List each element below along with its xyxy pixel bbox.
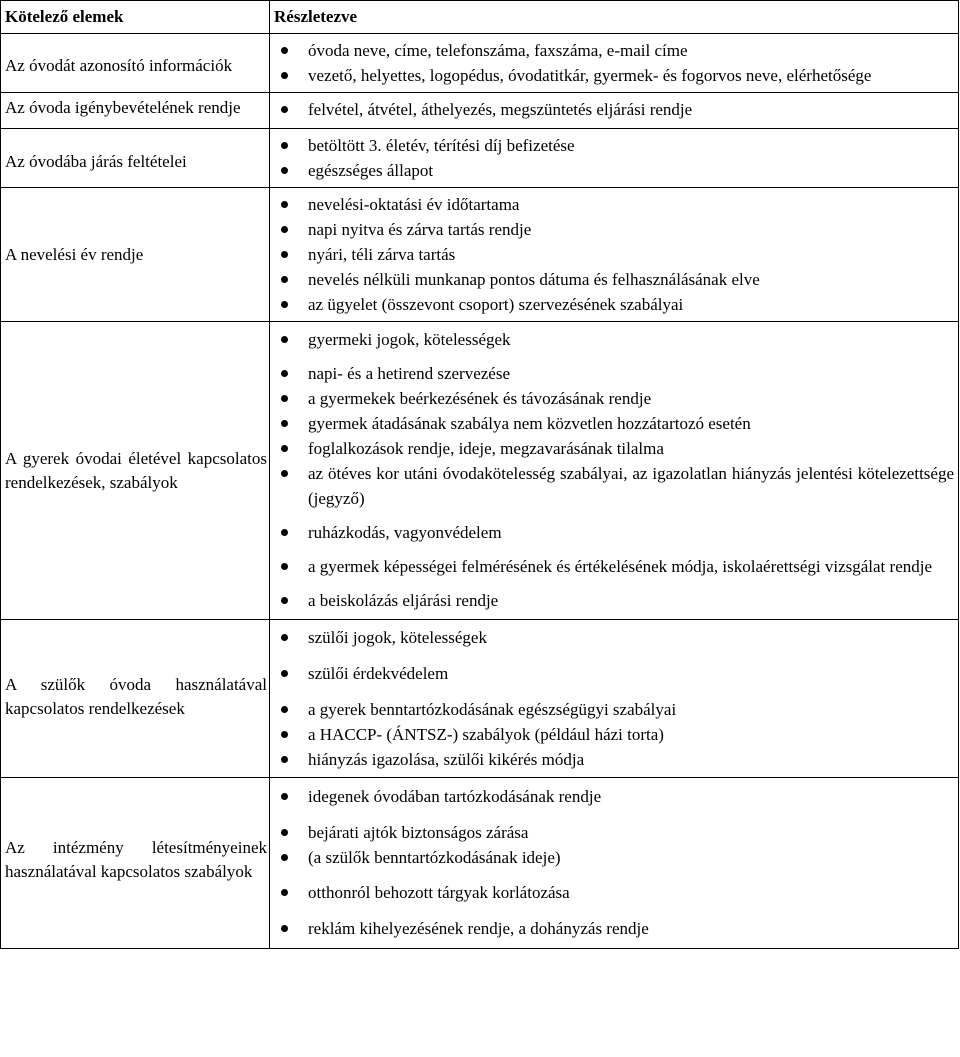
requirement-details xyxy=(270,322,959,620)
bullet-icon xyxy=(281,301,288,308)
detail-item xyxy=(274,697,954,722)
detail-item xyxy=(274,38,954,63)
detail-text: egészséges állapot xyxy=(308,161,434,180)
bullet-icon xyxy=(281,731,288,738)
table-row xyxy=(1,620,959,778)
detail-text: az ötéves kor utáni óvodakötelesség szabályai, az igazolatlan hiányzás jelentési kötelezettsége (jegyző) xyxy=(308,464,954,508)
bullet-icon xyxy=(281,47,288,54)
bullet-icon xyxy=(281,470,288,477)
requirement-label: A gyerek óvodai életével kapcsolatos rendelkezések, szabályok xyxy=(1,322,270,620)
bullet-icon xyxy=(281,395,288,402)
detail-text: felvétel, átvétel, áthelyezés, megszüntetés eljárási rendje xyxy=(308,100,693,119)
detail-item xyxy=(274,554,954,579)
bullet-icon xyxy=(281,106,288,113)
detail-text: foglalkozások rendje, ideje, megzavarásának tilalma xyxy=(308,439,664,458)
detail-item xyxy=(274,588,954,613)
bullet-icon xyxy=(281,226,288,233)
detail-item xyxy=(274,242,954,267)
bullet-icon xyxy=(281,829,288,836)
bullet-icon xyxy=(281,336,288,343)
detail-text: vezető, helyettes, logopédus, óvodatitkár, gyermek- és fogorvos neve, elérhetősége xyxy=(308,66,872,85)
detail-text: az ügyelet (összevont csoport) szervezésének szabályai xyxy=(308,295,684,314)
detail-list xyxy=(274,697,954,772)
detail-text: napi nyitva és zárva tartás rendje xyxy=(308,220,532,239)
detail-text: szülői jogok, kötelességek xyxy=(308,628,487,647)
bullet-icon xyxy=(281,201,288,208)
detail-item xyxy=(274,267,954,292)
table-row xyxy=(1,188,959,322)
detail-item xyxy=(274,722,954,747)
bullet-icon xyxy=(281,276,288,283)
table-row xyxy=(1,129,959,188)
detail-list xyxy=(274,820,954,870)
detail-item xyxy=(274,411,954,436)
detail-item xyxy=(274,747,954,772)
detail-text: szülői érdekvédelem xyxy=(308,664,449,683)
detail-list xyxy=(274,361,954,511)
detail-item xyxy=(274,820,954,845)
table-row xyxy=(1,34,959,93)
requirement-label: A nevelési év rendje xyxy=(1,188,270,322)
requirement-label: A szülők óvoda használatával kapcsolatos rendelkezések xyxy=(1,620,270,778)
requirement-label: Az óvodát azonosító információk xyxy=(1,34,270,93)
detail-text: a beiskolázás eljárási rendje xyxy=(308,591,499,610)
detail-text: nevelési-oktatási év időtartama xyxy=(308,195,520,214)
detail-list xyxy=(274,327,954,352)
detail-list xyxy=(274,133,954,183)
detail-item xyxy=(274,327,954,352)
detail-text: gyermek átadásának szabálya nem közvetlen hozzátartozó esetén xyxy=(308,414,751,433)
detail-text: otthonról behozott tárgyak korlátozása xyxy=(308,883,570,902)
detail-list xyxy=(274,520,954,545)
requirement-details xyxy=(270,188,959,322)
detail-text: reklám kihelyezésének rendje, a dohányzás rendje xyxy=(308,919,649,938)
bullet-icon xyxy=(281,370,288,377)
detail-text: a gyermek képességei felmérésének és értékelésének módja, iskolaérettségi vizsgálat rendje xyxy=(308,557,933,576)
detail-text: a gyerek benntartózkodásának egészségügyi szabályai xyxy=(308,700,677,719)
detail-item xyxy=(274,292,954,317)
detail-item xyxy=(274,133,954,158)
requirement-details xyxy=(270,34,959,93)
header-details: Részletezve xyxy=(270,1,959,34)
table-body xyxy=(1,34,959,949)
bullet-icon xyxy=(281,925,288,932)
detail-item xyxy=(274,784,954,809)
bullet-icon xyxy=(281,251,288,258)
detail-item xyxy=(274,661,954,686)
detail-list xyxy=(274,588,954,613)
bullet-icon xyxy=(281,529,288,536)
detail-item xyxy=(274,386,954,411)
bullet-icon xyxy=(281,889,288,896)
bullet-icon xyxy=(281,167,288,174)
detail-list xyxy=(274,192,954,317)
detail-text: bejárati ajtók biztonságos zárása xyxy=(308,823,529,842)
detail-list xyxy=(274,38,954,88)
detail-item xyxy=(274,192,954,217)
detail-item xyxy=(274,461,954,511)
detail-text: idegenek óvodában tartózkodásának rendje xyxy=(308,787,602,806)
detail-item xyxy=(274,916,954,941)
detail-text: napi- és a hetirend szervezése xyxy=(308,364,510,383)
bullet-icon xyxy=(281,793,288,800)
detail-text: gyermeki jogok, kötelességek xyxy=(308,330,511,349)
requirement-label: Az óvodába járás feltételei xyxy=(1,129,270,188)
detail-list xyxy=(274,97,954,122)
table-header-row xyxy=(1,1,959,34)
table-row xyxy=(1,778,959,949)
detail-text: óvoda neve, címe, telefonszáma, faxszáma, e-mail címe xyxy=(308,41,688,60)
detail-text: (a szülők benntartózkodásának ideje) xyxy=(308,848,561,867)
detail-item xyxy=(274,520,954,545)
requirement-label: Az intézmény létesítményeinek használatával kapcsolatos szabályok xyxy=(1,778,270,949)
bullet-icon xyxy=(281,597,288,604)
detail-text: nevelés nélküli munkanap pontos dátuma és felhasználásának elve xyxy=(308,270,760,289)
detail-list xyxy=(274,661,954,686)
detail-item xyxy=(274,361,954,386)
requirement-details xyxy=(270,778,959,949)
bullet-icon xyxy=(281,420,288,427)
bullet-icon xyxy=(281,670,288,677)
detail-list xyxy=(274,916,954,941)
bullet-icon xyxy=(281,854,288,861)
detail-list xyxy=(274,554,954,579)
detail-item xyxy=(274,158,954,183)
requirement-label: Az óvoda igénybevételének rendje xyxy=(1,93,270,129)
detail-item xyxy=(274,625,954,650)
detail-text: a HACCP- (ÁNTSZ-) szabályok (például házi torta) xyxy=(308,725,664,744)
detail-list xyxy=(274,784,954,809)
detail-text: ruházkodás, vagyonvédelem xyxy=(308,523,502,542)
bullet-icon xyxy=(281,563,288,570)
detail-item xyxy=(274,63,954,88)
bullet-icon xyxy=(281,142,288,149)
bullet-icon xyxy=(281,706,288,713)
requirement-details xyxy=(270,620,959,778)
detail-text: hiányzás igazolása, szülői kikérés módja xyxy=(308,750,585,769)
table-row xyxy=(1,322,959,620)
detail-item xyxy=(274,436,954,461)
detail-item xyxy=(274,845,954,870)
detail-item xyxy=(274,880,954,905)
requirement-details xyxy=(270,93,959,129)
detail-text: nyári, téli zárva tartás xyxy=(308,245,456,264)
requirement-details xyxy=(270,129,959,188)
header-mandatory-elements: Kötelező elemek xyxy=(1,1,270,34)
detail-text: a gyermekek beérkezésének és távozásának rendje xyxy=(308,389,652,408)
bullet-icon xyxy=(281,756,288,763)
detail-item xyxy=(274,217,954,242)
bullet-icon xyxy=(281,634,288,641)
detail-list xyxy=(274,880,954,905)
detail-list xyxy=(274,625,954,650)
bullet-icon xyxy=(281,72,288,79)
table-row xyxy=(1,93,959,129)
detail-text: betöltött 3. életév, térítési díj befizetése xyxy=(308,136,575,155)
bullet-icon xyxy=(281,445,288,452)
detail-item xyxy=(274,97,954,122)
